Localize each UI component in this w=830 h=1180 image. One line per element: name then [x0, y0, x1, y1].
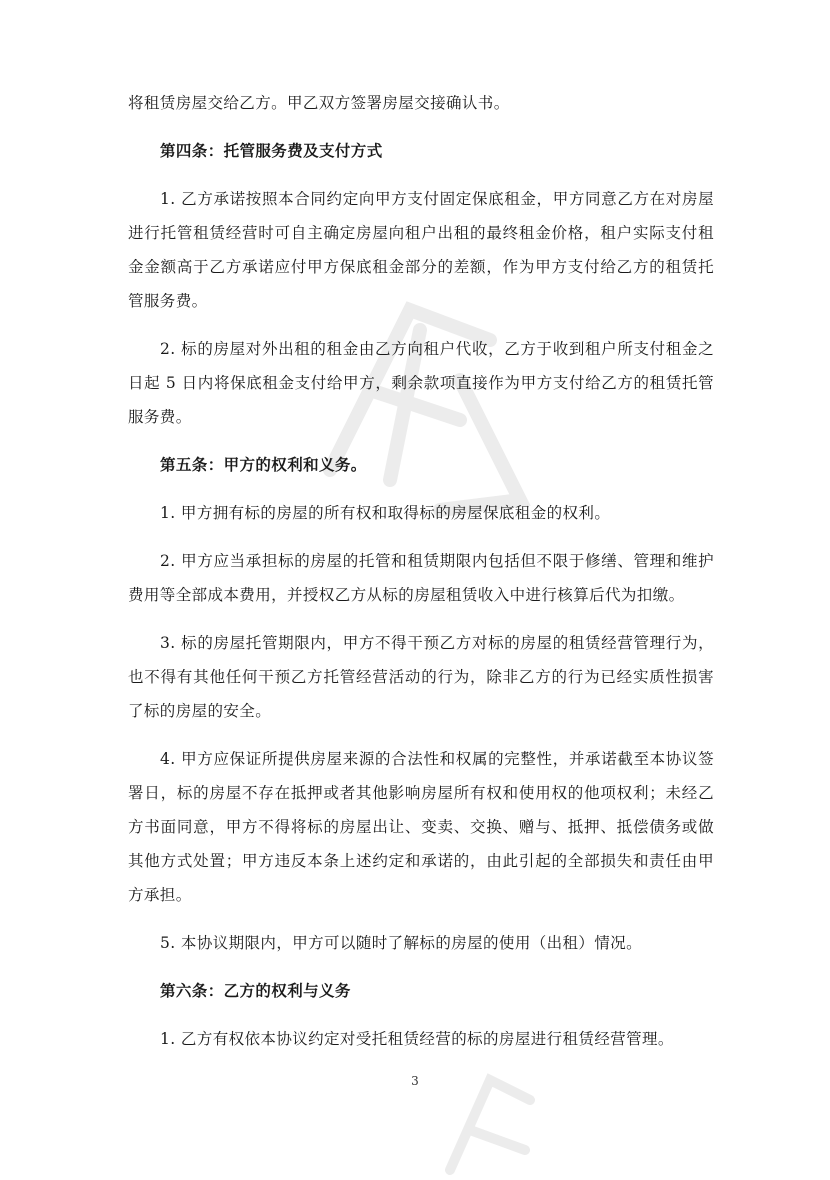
- article-5-clause-2: 2. 甲方应当承担标的房屋的托管和租赁期限内包括但不限于修缮、管理和维护费用等全部成本费用，并授权乙方从标的房屋租赁收入中进行核算后代为扣缴。: [128, 552, 714, 604]
- article-5-clause-3: 3. 标的房屋托管期限内，甲方不得干预乙方对标的房屋的租赁经营管理行为，也不得有其他任何干预乙方托管经营活动的行为，除非乙方的行为已经实质性损害了标的房屋的安全。: [128, 634, 714, 720]
- paragraph-continuation: 将租赁房屋交给乙方。甲乙双方签署房屋交接确认书。: [128, 94, 510, 112]
- article-6-clause-1: 1. 乙方有权依本协议约定对受托租赁经营的标的房屋进行租赁经营管理。: [160, 1030, 674, 1048]
- article-5-clause-1: 1. 甲方拥有标的房屋的所有权和取得标的房屋保底租金的权利。: [160, 504, 611, 522]
- article-4-heading: 第四条：托管服务费及支付方式: [160, 141, 383, 160]
- article-5-heading: 第五条：甲方的权利和义务。: [160, 455, 367, 474]
- article-6-heading: 第六条：乙方的权利与义务: [160, 981, 351, 1000]
- page-number: 3: [411, 1074, 419, 1088]
- article-4-clause-2: 2. 标的房屋对外出租的租金由乙方向租户代收，乙方于收到租户所支付租金之日起 5 日内将保底租金支付给甲方，剩余款项直接作为甲方支付给乙方的租赁托管服务费。: [128, 340, 714, 426]
- article-5-clause-4: 4. 甲方应保证所提供房屋来源的合法性和权属的完整性，并承诺截至本协议签署日，标的房屋不存在抵押或者其他影响房屋所有权和使用权的他项权利；未经乙方书面同意，甲方不得将标的房屋出让、变卖、交换、赠与、抵押、抵偿债务或做其他方式处置；甲方违反本条上述约定和承诺的，由此引起的全部损失和责任由甲方承担。: [128, 750, 714, 904]
- article-5-clause-5: 5. 本协议期限内，甲方可以随时了解标的房屋的使用（出租）情况。: [160, 934, 643, 952]
- document-body: [128, 86, 714, 1070]
- article-4-clause-1: 1. 乙方承诺按照本合同约定向甲方支付固定保底租金，甲方同意乙方在对房屋进行托管租赁经营时可自主确定房屋向租户出租的最终租金价格，租户实际支付租金金额高于乙方承诺应付甲方保底租金部分的差额，作为甲方支付给乙方的租赁托管服务费。: [128, 190, 714, 310]
